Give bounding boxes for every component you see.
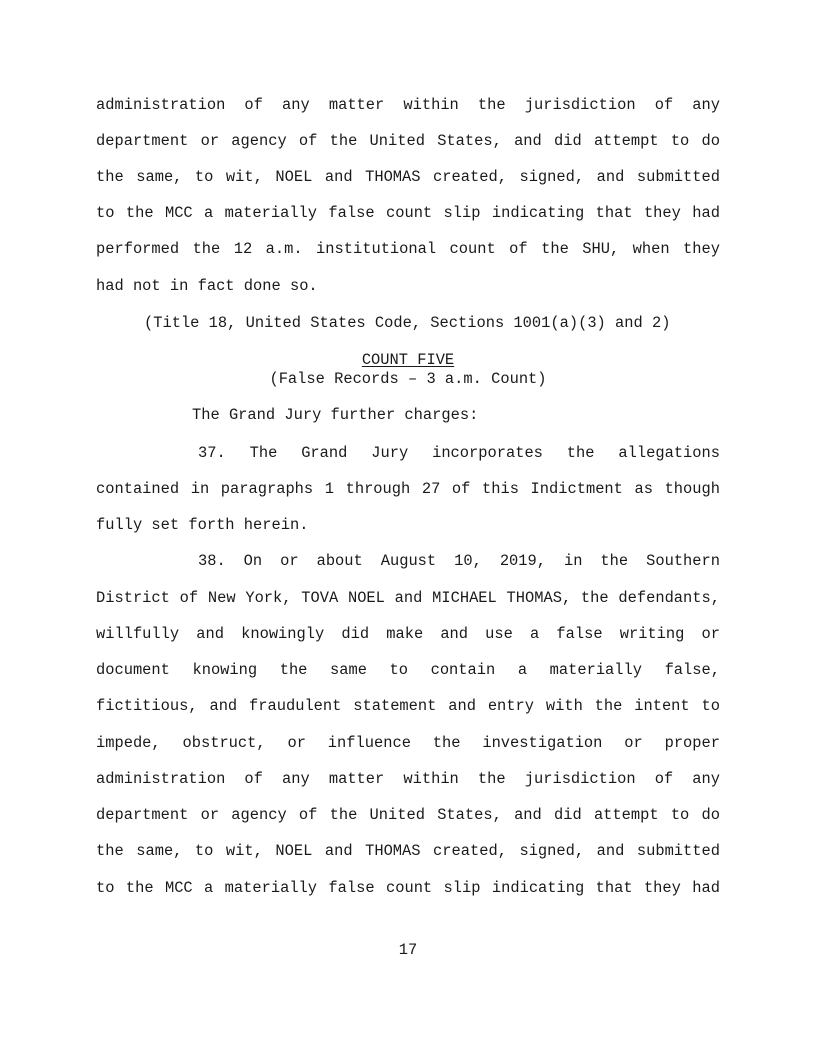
paragraph-38-line: document knowing the same to contain a materially false, bbox=[96, 661, 720, 679]
body-line: performed the 12 a.m. institutional count of the SHU, when they bbox=[96, 240, 720, 258]
body-line: to the MCC a materially false count slip indicating that they had bbox=[96, 204, 720, 222]
paragraph-37-line: fully set forth herein. bbox=[96, 516, 309, 534]
paragraph-38-line: the same, to wit, NOEL and THOMAS created, signed, and submitted bbox=[96, 842, 720, 860]
paragraph-38-line: 38. On or about August 10, 2019, in the Southern bbox=[198, 552, 720, 570]
paragraph-37-line: 37. The Grand Jury incorporates the allegations bbox=[198, 444, 720, 462]
paragraph-38-line: District of New York, TOVA NOEL and MICHAEL THOMAS, the defendants, bbox=[96, 589, 720, 607]
page-number: 17 bbox=[398, 941, 418, 959]
body-line: department or agency of the United States, and did attempt to do bbox=[96, 132, 720, 150]
paragraph-38-line: administration of any matter within the jurisdiction of any bbox=[96, 770, 720, 788]
intro-line: The Grand Jury further charges: bbox=[192, 406, 479, 424]
paragraph-38-line: fictitious, and fraudulent statement and entry with the intent to bbox=[96, 697, 720, 715]
paragraph-38-line: impede, obstruct, or influence the investigation or proper bbox=[96, 734, 720, 752]
paragraph-38-line: department or agency of the United States, and did attempt to do bbox=[96, 806, 720, 824]
count-heading-text: COUNT FIVE bbox=[361, 351, 455, 369]
statute-citation: (Title 18, United States Code, Sections 1001(a)(3) and 2) bbox=[144, 314, 671, 332]
paragraph-37-line: contained in paragraphs 1 through 27 of this Indictment as though bbox=[96, 480, 720, 498]
paragraph-38-line: willfully and knowingly did make and use a false writing or bbox=[96, 625, 720, 643]
body-line: had not in fact done so. bbox=[96, 277, 318, 295]
body-line: the same, to wit, NOEL and THOMAS created, signed, and submitted bbox=[96, 168, 720, 186]
paragraph-38-line: to the MCC a materially false count slip indicating that they had bbox=[96, 879, 720, 897]
count-subheading: (False Records – 3 a.m. Count) bbox=[269, 370, 547, 388]
body-line: administration of any matter within the jurisdiction of any bbox=[96, 96, 720, 114]
count-heading bbox=[96, 351, 720, 369]
